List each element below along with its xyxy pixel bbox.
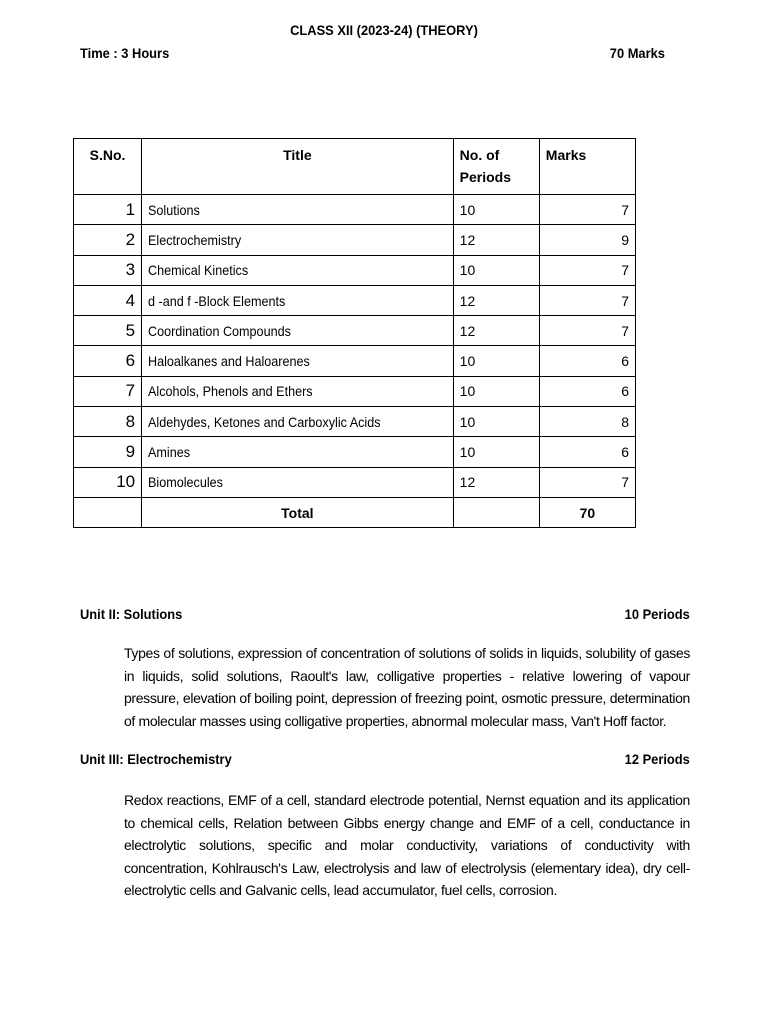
row-periods: 10 bbox=[453, 407, 539, 437]
row-periods: 10 bbox=[453, 195, 539, 225]
row-marks: 9 bbox=[539, 225, 635, 255]
table-row bbox=[74, 285, 636, 315]
exam-duration: Time : 3 Hours bbox=[80, 45, 170, 61]
total-sno-cell bbox=[74, 497, 142, 527]
header-marks: Marks bbox=[539, 139, 635, 195]
row-marks: 7 bbox=[539, 467, 635, 497]
unit-description-solutions: Types of solutions, expression of concentration of solutions of solids in liquids, solubility of gases in liquids, solid solutions, Raoult's law, colligative properties - relative lowering of vapour pressure, elevation of boiling point, depression of freezing point, osmotic pressure, determination of molecular masses using colligative properties, abnormal molecular mass, Van't Hoff factor. bbox=[124, 645, 690, 729]
unit-heading-solutions bbox=[80, 606, 690, 622]
row-periods: 10 bbox=[453, 255, 539, 285]
row-periods: 10 bbox=[453, 376, 539, 406]
row-sno: 6 bbox=[74, 346, 142, 376]
unit-title: Unit II: Solutions bbox=[80, 606, 183, 622]
row-marks: 7 bbox=[539, 285, 635, 315]
row-sno: 3 bbox=[74, 255, 142, 285]
total-marks-header: 70 Marks bbox=[609, 45, 665, 61]
row-periods: 12 bbox=[453, 225, 539, 255]
row-periods: 10 bbox=[453, 346, 539, 376]
table-row bbox=[74, 467, 636, 497]
table-row bbox=[74, 195, 636, 225]
row-title: Solutions bbox=[148, 201, 200, 218]
row-periods: 12 bbox=[453, 316, 539, 346]
row-periods: 12 bbox=[453, 467, 539, 497]
table-row bbox=[74, 316, 636, 346]
row-marks: 6 bbox=[539, 437, 635, 467]
row-marks: 7 bbox=[539, 195, 635, 225]
total-periods-cell bbox=[453, 497, 539, 527]
row-marks: 7 bbox=[539, 316, 635, 346]
table-row bbox=[74, 255, 636, 285]
header-periods: No. of Periods bbox=[453, 139, 539, 195]
table-header-row bbox=[74, 139, 636, 195]
table-row bbox=[74, 346, 636, 376]
syllabus-table bbox=[73, 138, 636, 528]
unit-description-electrochemistry: Redox reactions, EMF of a cell, standard electrode potential, Nernst equation and its application to chemical cells, Relation between Gibbs energy change and EMF of a cell, conductance in electrolytic solutions, specific and molar conductivity, variations of conductivity with concentration, Kohlrausch's Law, electrolysis and law of electrolysis (elementary idea), dry cell-electrolytic cells and Galvanic cells, lead accumulator, fuel cells, corrosion. bbox=[124, 792, 690, 898]
table-row bbox=[74, 437, 636, 467]
row-title: Haloalkanes and Haloarenes bbox=[148, 353, 310, 370]
total-label: Total bbox=[142, 497, 454, 527]
row-marks: 6 bbox=[539, 376, 635, 406]
row-sno: 2 bbox=[74, 225, 142, 255]
header-sno: S.No. bbox=[74, 139, 142, 195]
row-title: Coordination Compounds bbox=[148, 322, 291, 339]
row-sno: 8 bbox=[74, 407, 142, 437]
unit-heading-electrochemistry bbox=[80, 751, 690, 767]
unit-periods: 12 Periods bbox=[624, 751, 690, 767]
table-row bbox=[74, 376, 636, 406]
row-title: Chemical Kinetics bbox=[148, 262, 249, 279]
row-periods: 12 bbox=[453, 285, 539, 315]
row-marks: 7 bbox=[539, 255, 635, 285]
row-title: Amines bbox=[148, 444, 191, 461]
row-sno: 7 bbox=[74, 376, 142, 406]
row-sno: 5 bbox=[74, 316, 142, 346]
row-title: Aldehydes, Ketones and Carboxylic Acids bbox=[148, 413, 381, 430]
table-row bbox=[74, 407, 636, 437]
row-title: d -and f -Block Elements bbox=[148, 292, 286, 309]
unit-periods: 10 Periods bbox=[624, 606, 690, 622]
row-sno: 1 bbox=[74, 195, 142, 225]
table-row bbox=[74, 225, 636, 255]
header-title: Title bbox=[142, 139, 454, 195]
row-periods: 10 bbox=[453, 437, 539, 467]
total-marks: 70 bbox=[539, 497, 635, 527]
unit-title: Unit III: Electrochemistry bbox=[80, 751, 232, 767]
row-title: Biomolecules bbox=[148, 474, 224, 491]
row-title: Electrochemistry bbox=[148, 231, 242, 248]
row-marks: 6 bbox=[539, 346, 635, 376]
row-marks: 8 bbox=[539, 407, 635, 437]
total-row bbox=[74, 497, 636, 527]
row-sno: 4 bbox=[74, 285, 142, 315]
row-sno: 9 bbox=[74, 437, 142, 467]
row-title: Alcohols, Phenols and Ethers bbox=[148, 383, 313, 400]
page-title: CLASS XII (2023-24) (THEORY) bbox=[290, 22, 478, 38]
row-sno: 10 bbox=[74, 467, 142, 497]
